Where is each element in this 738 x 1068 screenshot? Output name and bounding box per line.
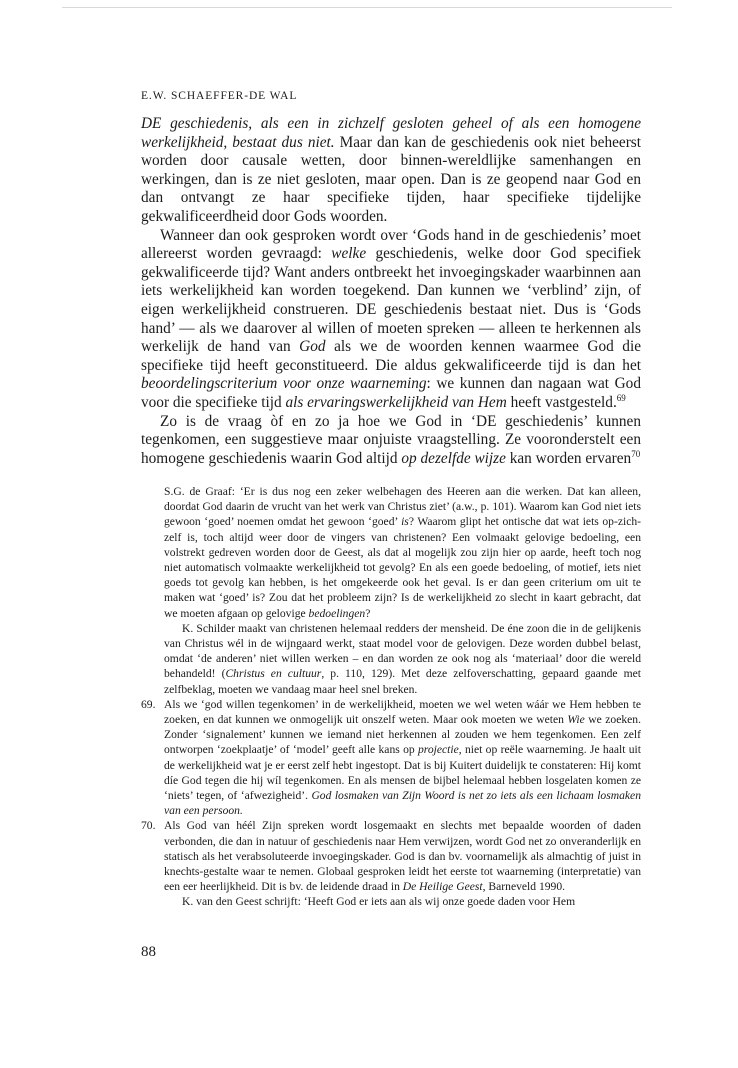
- paragraph-2: Wanneer dan ook gesproken wordt over ‘Gods hand in de geschiedenis’ moet allereerst worden gevraagd: welke geschiedenis, welke door God specifiek gekwalificeerde tijd? Want anders ontbreekt het invoegingskader waarbinnen aan iets werkelijkheid kan worden toegekend. Dan kunnen we ‘verblind’ zijn, of eigen werkelijkheid construeren. DE geschiedenis bestaat niet. Dus is ‘Gods hand’ — als we daarover al willen of moeten spreken — alleen te herkennen als werkelijk de hand van God als we de woorden kennen waarmee God die specifieke tijd heeft geconstitueerd. Die aldus gekwalificeerde tijd is dan het beoordelingscriterium voor onze waarneming: we kunnen dan nagaan wat God voor die specifieke tijd als ervaringswerkelijkheid van Hem heeft vastgesteld.$^{69}$: [141, 226, 641, 411]
- page-number: 88: [141, 944, 156, 960]
- paragraph-3: Zo is de vraag òf en zo ja hoe we God in ‘DE geschiedenis’ kunnen tegenkomen, een suggestieve maar onjuiste vraagstelling. Ze vooronderstelt een homogene geschiedenis waarin God altijd op dezelfde wijze kan worden ervaren$^{70}$: [141, 412, 641, 467]
- footnote-68-continued: S.G. de Graaf: ‘Er is dus nog een zeker welbehagen des Heeren aan die werken. Dat kan alleen, doordat God daarin de vrucht van het werk van Christus ziet’ (a.w., p. 101). Waarom kan God niet iets gewoon ‘goed’ noemen omdat het gewoon ‘goed’ is? Waarom glipt het ontische dat wat iets op-zich-zelf is, toch altijd weer door de vingers van christenen? Een volmaakt gelovige bedoeling, een volstrekt gedreven worden door de Geest, als dat al mogelijk zou zijn hier op aarde, heeft toch nog niet automatisch volmaakte werkelijkheid tot gevolg? En als een goede bedoeling, of motief, iets niet goeds tot gevolg kan hebben, is het omgekeerde ook het geval. Is er dan geen criterium om uit te maken wat ‘goed’ is? Zou dat het probleem zijn? Is de werkelijkheid zo slecht in kaart gebracht, dat we moeten afgaan op gelovige bedoelingen?: [164, 485, 642, 620]
- footnote-text: Als God van héél Zijn spreken wordt losgemaakt en slechts met bepaalde woorden of daden verbonden, die dan in natuur of geschiedenis naar Hem verwijzen, wordt God net zo onveranderlijk en statisch als het verabsoluteerde invoegingskader. God is dan bv. voornamelijk als almachtig of juist in knechts-gestalte waar te nemen. Globaal gesproken leidt het eerste tot waarneming (interpretatie) van een eer heerlijkheid. Dit is bv. de leidende draad in De Heilige Geest, Barneveld 1990.: [164, 819, 641, 894]
- footnote-70-geest: K. van den Geest schrijft: ‘Heeft God er iets aan als wij onze goede daden voor Hem: [182, 895, 576, 909]
- footnote-69: [141, 697, 641, 819]
- footnote-68-schilder: K. Schilder maakt van christenen helemaal redders der mensheid. De éne zoon die in de gelijkenis van Christus wél in de wijngaard werkt, staat model voor de gelovigen. Deze worden dubbel belast, omdat ‘de anderen’ niet willen werken – en dan worden ze ook nog als ‘materiaal’ door die wereld behandeld! (Christus en cultuur, p. 110, 129). Met deze zelfoverschatting, gepaard gaande met zelfbeklag, moeten we vandaag maar heel snel breken.: [164, 621, 642, 696]
- footnote-text: Als we ‘god willen tegenkomen’ in de werkelijkheid, moeten we wel weten wáár we Hem hebben te zoeken, en dat kunnen we onmogelijk uit onszelf weten. Maar ook moeten we weten Wie we zoeken. Zonder ‘signalement’ kunnen we iemand niet herkennen al zouden we hem tegenkomen. Een zelf ontworpen ‘zoekplaatje’ of ‘model’ geeft alle kans op projectie, niet op reële waarneming. Je haalt uit de werkelijkheid wat je er eerst zelf hebt ingestopt. Dat is bij Kuitert duidelijk te constateren: Hij komt díe God tegen die hij wíl tegenkomen. En als mensen de bijbel helemaal hebben losgelaten komen ze ‘niets’ tegen, of ‘afwezigheid’. God losmaken van Zijn Woord is net zo iets als een lichaam losmaken van een persoon.: [164, 697, 641, 818]
- running-head: E.W. SCHAEFFER-DE WAL: [141, 90, 298, 102]
- footnote-number: 70.: [141, 819, 156, 833]
- footnote-70: [141, 818, 641, 894]
- footnote-number: 69.: [141, 697, 156, 711]
- footnotes: [141, 484, 641, 910]
- body-text: [141, 115, 641, 468]
- top-rule: [62, 7, 672, 8]
- lead-italic: DE geschiedenis, als een in zichzelf gesloten geheel of als een homogene werkelijkheid, bestaat dus niet.: [141, 115, 641, 151]
- footnote-ref-70[interactable]: 70: [631, 448, 641, 459]
- paragraph-1: DE geschiedenis, als een in zichzelf gesloten geheel of als een homogene werkelijkheid, bestaat dus niet. Maar dan kan de geschiedenis ook niet beheerst worden door causale wetten, door binnen-wereldlijke samenhangen en werkingen, dan is ze niet gesloten, maar open. Dan is ze geopend naar God en dan ontvangt ze haar specifieke tijden, haar specifieke tijdelijke gekwalificeerdheid door Gods woorden.: [141, 115, 641, 225]
- footnote-ref-69[interactable]: 69: [616, 392, 626, 403]
